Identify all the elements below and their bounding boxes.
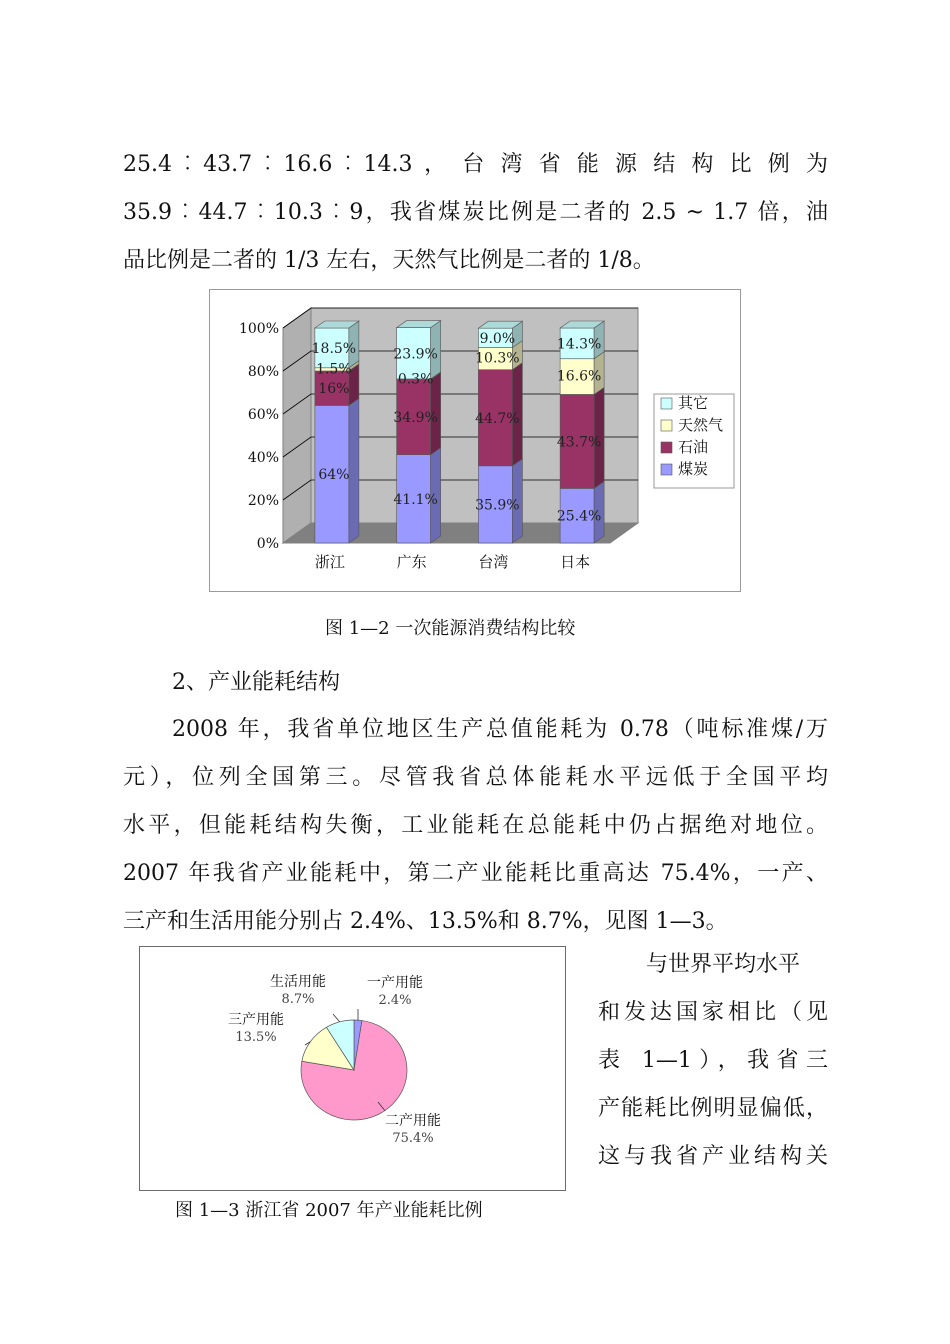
category-label: 广东 — [396, 553, 427, 571]
text-line: 表 1—1），我省三 — [598, 1048, 828, 1073]
text-line: 这与我省产业结构关 — [598, 1144, 828, 1169]
legend-swatch — [661, 442, 672, 453]
pie-slice-value: 8.7% — [281, 992, 315, 1007]
figure-2-caption: 图 1—3 浙江省 2007 年产业能耗比例 — [175, 1200, 483, 1221]
y-tick-label: 100% — [238, 321, 279, 337]
data-label: 0.3% — [397, 371, 434, 388]
text-line: 三产和生活用能分别占 2.4%、13.5%和 8.7%，见图 1—3。 — [123, 909, 728, 934]
paragraph-industry-energy — [123, 706, 828, 946]
data-label: 16.6% — [556, 368, 602, 385]
text-line: 产能耗比例明显偏低， — [598, 1096, 828, 1121]
bar-side-煤炭 — [349, 398, 359, 543]
figure-1-caption: 图 1—2 一次能源消费结构比较 — [325, 618, 576, 639]
data-label: 35.9% — [475, 497, 520, 514]
pie-slice-name: 三产用能 — [228, 1012, 284, 1028]
data-label: 1.5% — [316, 361, 352, 378]
data-label: 64% — [318, 467, 350, 484]
text-line: 品比例是二者的 1/3 左右，天然气比例是二者的 1/8。 — [123, 248, 655, 273]
pie-slice-value: 13.5% — [235, 1030, 277, 1045]
y-tick-label: 20% — [247, 493, 279, 509]
data-label: 43.7% — [556, 434, 602, 451]
stacked-bar-chart — [209, 289, 741, 592]
data-label: 25.4% — [556, 508, 602, 525]
data-label: 23.9% — [393, 346, 438, 363]
y-tick-label: 40% — [247, 450, 279, 466]
pie-chart — [139, 946, 566, 1191]
text-line: 2008 年，我省单位地区生产总值能耗为 0.78（吨标准煤/万 — [172, 717, 828, 742]
text-line: 25.4︰43.7︰16.6︰14.3 ， 台 湾 省 能 源 结 构 比 例 为 — [123, 152, 828, 177]
side-paragraph — [598, 941, 828, 1181]
text-line: 水平，但能耗结构失衡，工业能耗在总能耗中仍占据绝对地位。 — [123, 813, 828, 838]
text-line: 元），位列全国第三。尽管我省总体能耗水平远低于全国平均 — [123, 765, 828, 790]
legend-label: 其它 — [678, 394, 709, 412]
category-label: 台湾 — [478, 553, 509, 571]
y-tick-label: 0% — [256, 536, 279, 552]
pie-slice-name: 生活用能 — [270, 974, 326, 990]
section-heading-text: 2、产业能耗结构 — [172, 670, 340, 695]
y-tick-label: 60% — [247, 407, 279, 423]
pie-chart-svg — [140, 947, 565, 1190]
text-line: 和发达国家相比（见 — [598, 1000, 828, 1025]
legend-swatch — [661, 464, 672, 475]
legend-label: 石油 — [678, 438, 709, 456]
section-heading — [172, 659, 672, 707]
y-tick-label: 80% — [247, 364, 279, 380]
legend — [654, 394, 734, 488]
legend-swatch — [661, 420, 672, 431]
pie-leader-line — [333, 1014, 340, 1022]
data-label: 18.5% — [311, 340, 357, 357]
text-line: 2007 年我省产业能耗中，第二产业能耗比重高达 75.4%，一产、 — [123, 861, 828, 886]
category-label: 日本 — [560, 553, 591, 571]
data-label: 41.1% — [393, 491, 438, 508]
pie-slice-name: 二产用能 — [385, 1113, 441, 1129]
data-label: 44.7% — [475, 410, 520, 427]
data-label: 10.3% — [475, 350, 520, 367]
pie-slice-name: 一产用能 — [367, 975, 423, 991]
data-label: 14.3% — [556, 336, 602, 353]
data-label: 9.0% — [479, 330, 516, 347]
legend-label: 煤炭 — [678, 460, 709, 478]
text-line: 与世界平均水平 — [646, 952, 801, 977]
pie-slice-value: 75.4% — [392, 1131, 434, 1146]
legend-swatch — [661, 398, 672, 409]
chart-side-wall — [283, 308, 311, 543]
text-line: 35.9︰44.7︰10.3︰9，我省煤炭比例是二者的 2.5 ~ 1.7 倍，油 — [123, 200, 828, 225]
category-label: 浙江 — [314, 553, 345, 571]
stacked-bar-chart-svg — [210, 290, 740, 591]
paragraph-energy-structure — [123, 141, 828, 285]
data-label: 16% — [318, 381, 350, 398]
data-label: 34.9% — [393, 410, 438, 427]
legend-label: 天然气 — [678, 416, 724, 434]
pie-slice-value: 2.4% — [378, 993, 412, 1008]
